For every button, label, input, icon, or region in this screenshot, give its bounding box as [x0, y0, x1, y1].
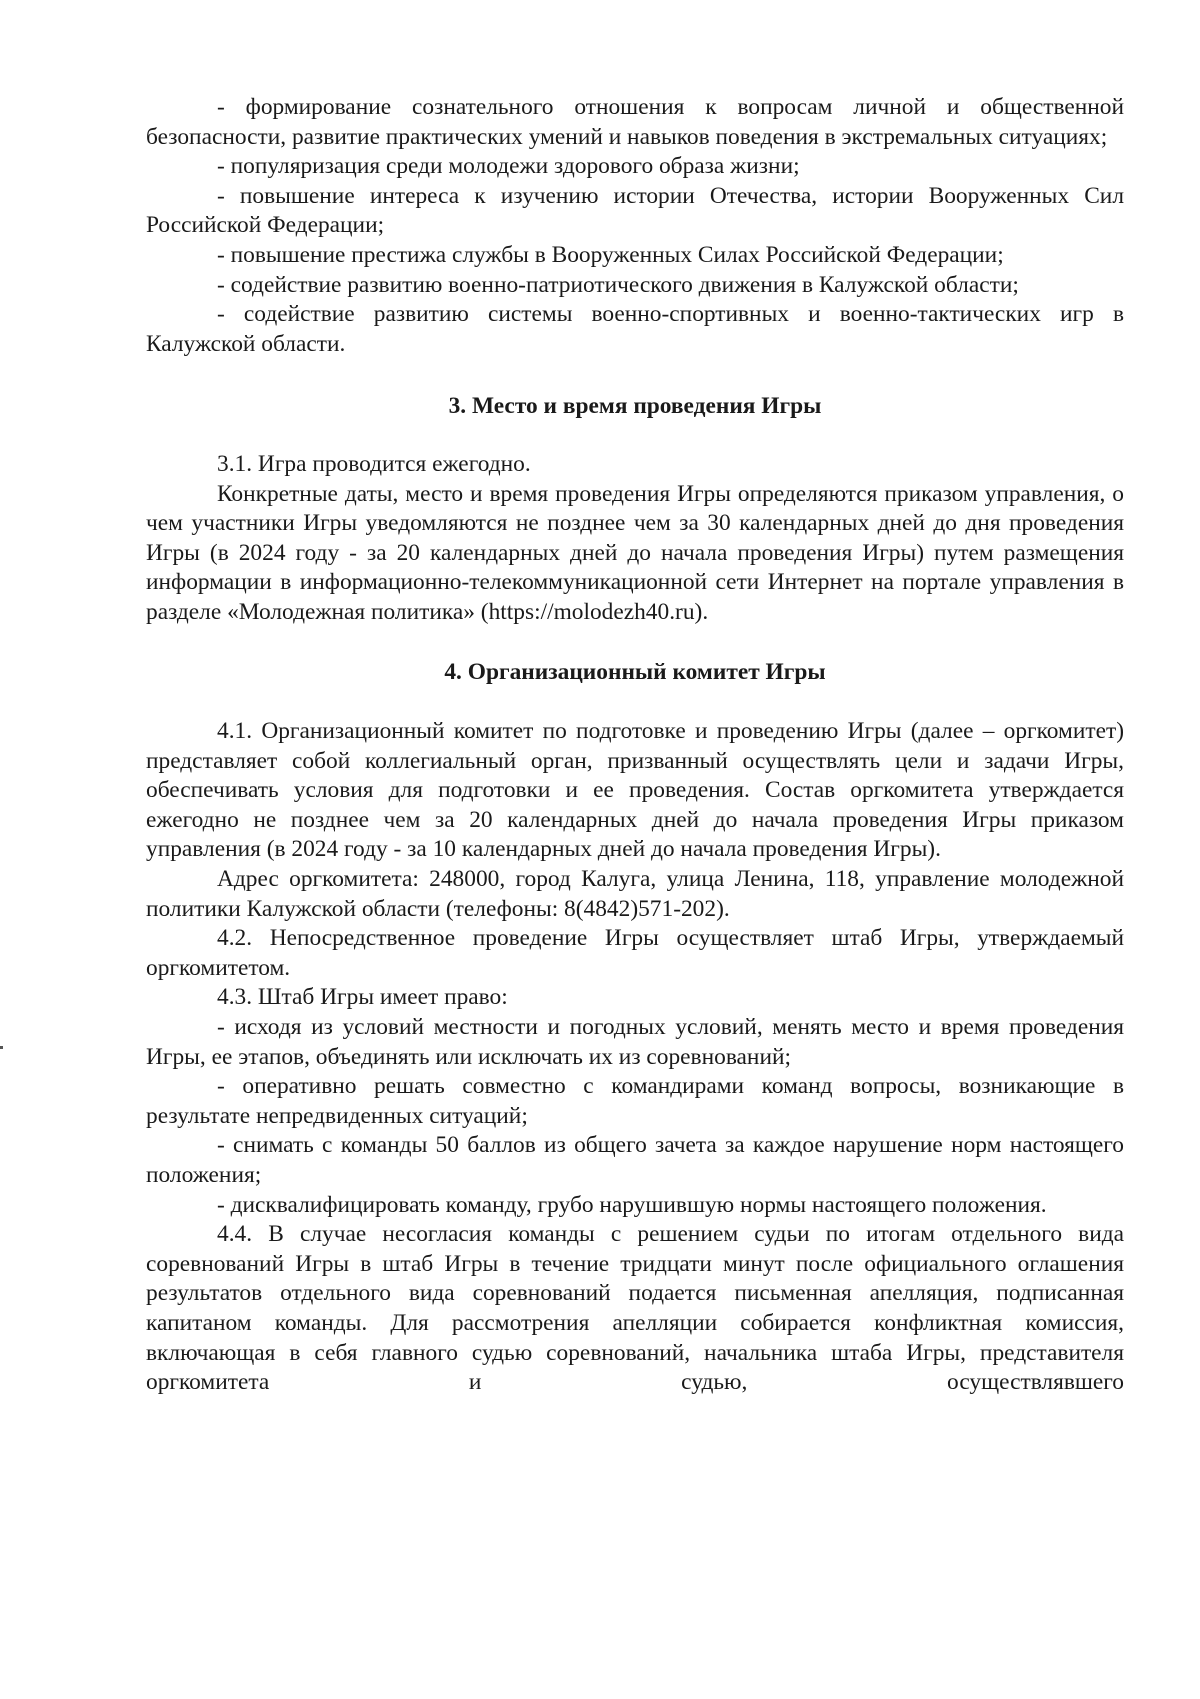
intro-item-5: - содействие развитию военно-патриотического движения в Калужской области; [217, 271, 1019, 298]
section-4-paragraph-5: - исходя из условий местности и погодных условий, менять место и время проведения Игры, ее этапов, объединять или исключать их из соревнований; [146, 1014, 1124, 1070]
intro-item-3: - повышение интереса к изучению истории Отечества, истории Вооруженных Сил Российской Федерации; [146, 182, 1124, 239]
intro-item-6: - содействие развитию системы военно-спортивных и военно-тактических игр в Калужской области. [146, 301, 1124, 357]
section-3-paragraph-2: Конкретные даты, место и время проведения Игры определяются приказом управления, о чем участники Игры уведомляются не позднее чем за 30 календарных дней до дня проведения Игры (в 2024 году - за 20 календарных дней до начала проведения Игры) путем размещения информации в информационно-телекоммуникационной сети Интернет на портале управления в разделе «Молодежная политика» (https://molodezh40.ru). [146, 480, 1124, 625]
scan-margin-mark [0, 1046, 3, 1049]
section-4-paragraph-8: - дисквалифицировать команду, грубо нарушившую нормы настоящего положения. [217, 1191, 1047, 1218]
intro-item-1: - формирование сознательного отношения к вопросам личной и общественной безопасности, развитие практических умений и навыков поведения в экстремальных ситуациях; [146, 94, 1124, 150]
intro-item-2: - популяризация среди молодежи здорового образа жизни; [217, 153, 800, 180]
section-4-paragraph-9: 4.4. В случае несогласия команды с решением судьи по итогам отдельного вида соревнований Игры в штаб Игры в течение тридцати минут после официального оглашения результатов отдельного вида соревнований подается письменная апелляция, подписанная капитаном команды. Для рассмотрения апелляции собирается конфликтная комиссия, включающая в себя главного судью соревнований, начальника штаба Игры, представителя оргкомитета и судью, осуществлявшего [146, 1221, 1124, 1396]
section-4-paragraph-4: 4.3. Штаб Игры имеет право: [217, 984, 508, 1011]
section-4-paragraph-7: - снимать с команды 50 баллов из общего зачета за каждое нарушение норм настоящего положения; [146, 1132, 1124, 1188]
section-3-title: 3. Место и время проведения Игры [448, 393, 822, 420]
document-page [146, 93, 1124, 1398]
section-4-paragraph-6: - оперативно решать совместно с командирами команд вопросы, возникающие в результате непредвиденных ситуаций; [146, 1073, 1124, 1129]
section-3-paragraph-1: 3.1. Игра проводится ежегодно. [217, 450, 531, 477]
section-4-paragraph-1: 4.1. Организационный комитет по подготовке и проведению Игры (далее – оргкомитет) представляет собой коллегиальный орган, призванный осуществлять цели и задачи Игры, обеспечивать условия для подготовки и ее проведения. Состав оргкомитета утверждается ежегодно не позднее чем за 20 календарных дней до начала проведения Игры приказом управления (в 2024 году - за 10 календарных дней до начала проведения Игры). [146, 718, 1124, 863]
section-4-paragraph-2: Адрес оргкомитета: 248000, город Калуга, улица Ленина, 118, управление молодежной политики Калужской области (телефоны: 8(4842)571-202). [146, 866, 1124, 922]
intro-item-4: - повышение престижа службы в Вооруженных Силах Российской Федерации; [217, 241, 1004, 268]
section-4-paragraph-3: 4.2. Непосредственное проведение Игры осуществляет штаб Игры, утверждаемый оргкомитетом. [146, 925, 1124, 981]
section-4-title: 4. Организационный комитет Игры [444, 658, 826, 685]
